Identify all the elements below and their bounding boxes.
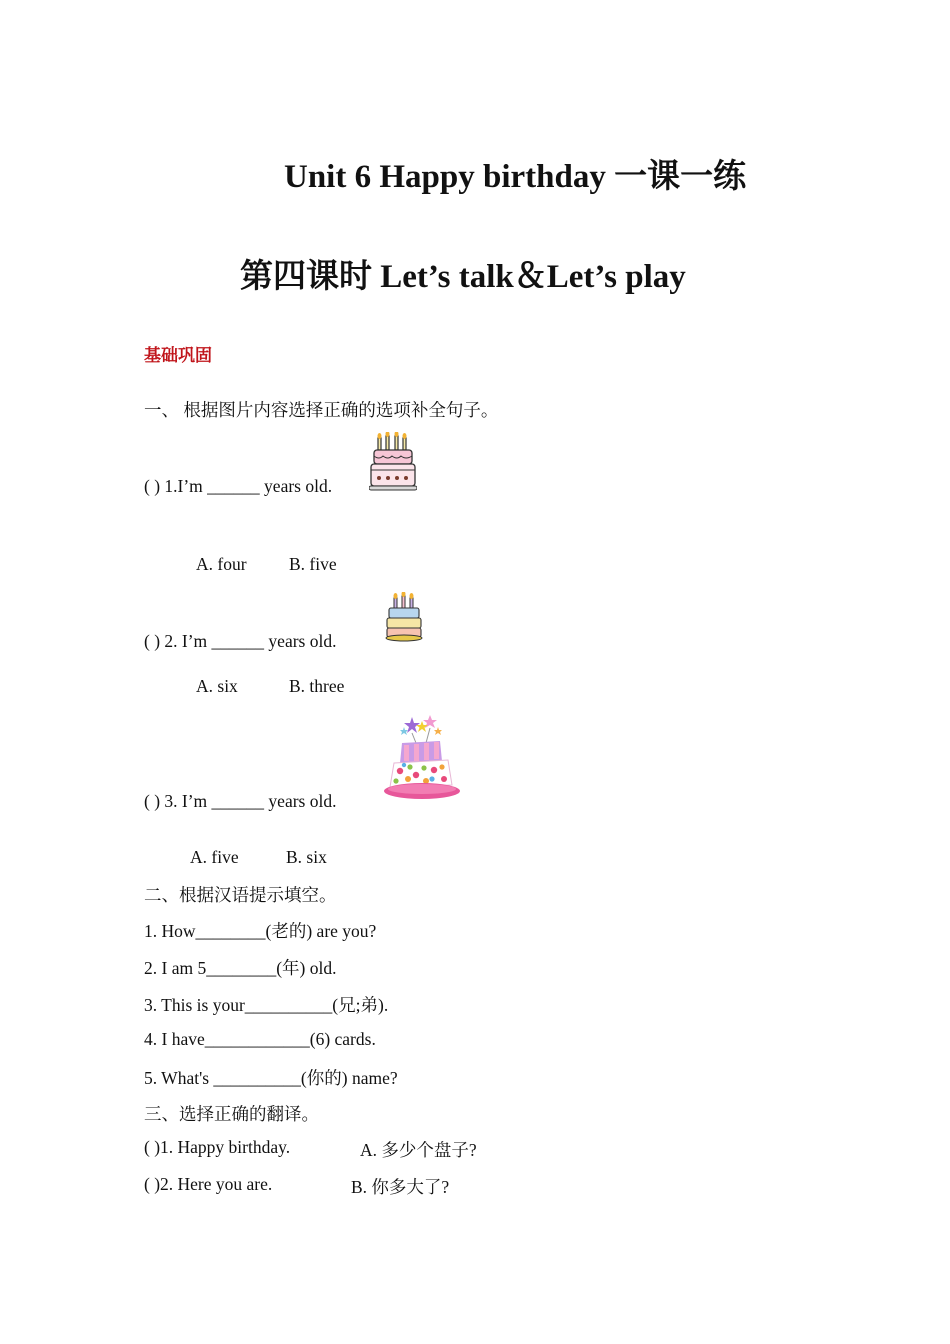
fill-blank-2: 2. I am 5________(年) old.: [144, 958, 337, 978]
translation-2: ( )2. Here you are.: [144, 1174, 273, 1194]
worksheet-subtitle: 第四课时 Let’s talk＆Let’s play: [240, 259, 686, 295]
question-1-option-a: A. four: [196, 554, 247, 574]
part3-heading: 三、选择正确的翻译。: [144, 1104, 319, 1124]
section-label: 基础巩固: [144, 346, 212, 365]
fill-blank-5: 5. What's __________(你的) name?: [144, 1068, 398, 1088]
cake-three-candles-icon: [385, 592, 423, 642]
question-2-option-a: A. six: [196, 676, 238, 696]
translation-1: ( )1. Happy birthday.: [144, 1137, 291, 1157]
cake-four-candles-icon: [369, 432, 417, 492]
translation-choice-a: A. 多少个盘子?: [360, 1140, 477, 1160]
question-2: ( ) 2. I’m ______ years old.: [144, 631, 337, 651]
translation-choice-b: B. 你多大了?: [351, 1177, 450, 1197]
cake-tiered-decorated-icon: [382, 713, 462, 805]
question-3: ( ) 3. I’m ______ years old.: [144, 791, 337, 811]
question-1-option-b: B. five: [289, 554, 337, 574]
part2-heading: 二、根据汉语提示填空。: [144, 885, 337, 905]
worksheet-title: Unit 6 Happy birthday 一课一练: [284, 159, 747, 195]
fill-blank-3: 3. This is your__________(兄;弟).: [144, 995, 389, 1015]
question-1: ( ) 1.I’m ______ years old.: [144, 476, 333, 496]
part1-heading: 一、 根据图片内容选择正确的选项补全句子。: [144, 400, 499, 420]
fill-blank-1: 1. How________(老的) are you?: [144, 921, 377, 941]
question-3-option-a: A. five: [190, 847, 239, 867]
question-2-option-b: B. three: [289, 676, 345, 696]
fill-blank-4: 4. I have____________(6) cards.: [144, 1029, 376, 1049]
question-3-option-b: B. six: [286, 847, 327, 867]
